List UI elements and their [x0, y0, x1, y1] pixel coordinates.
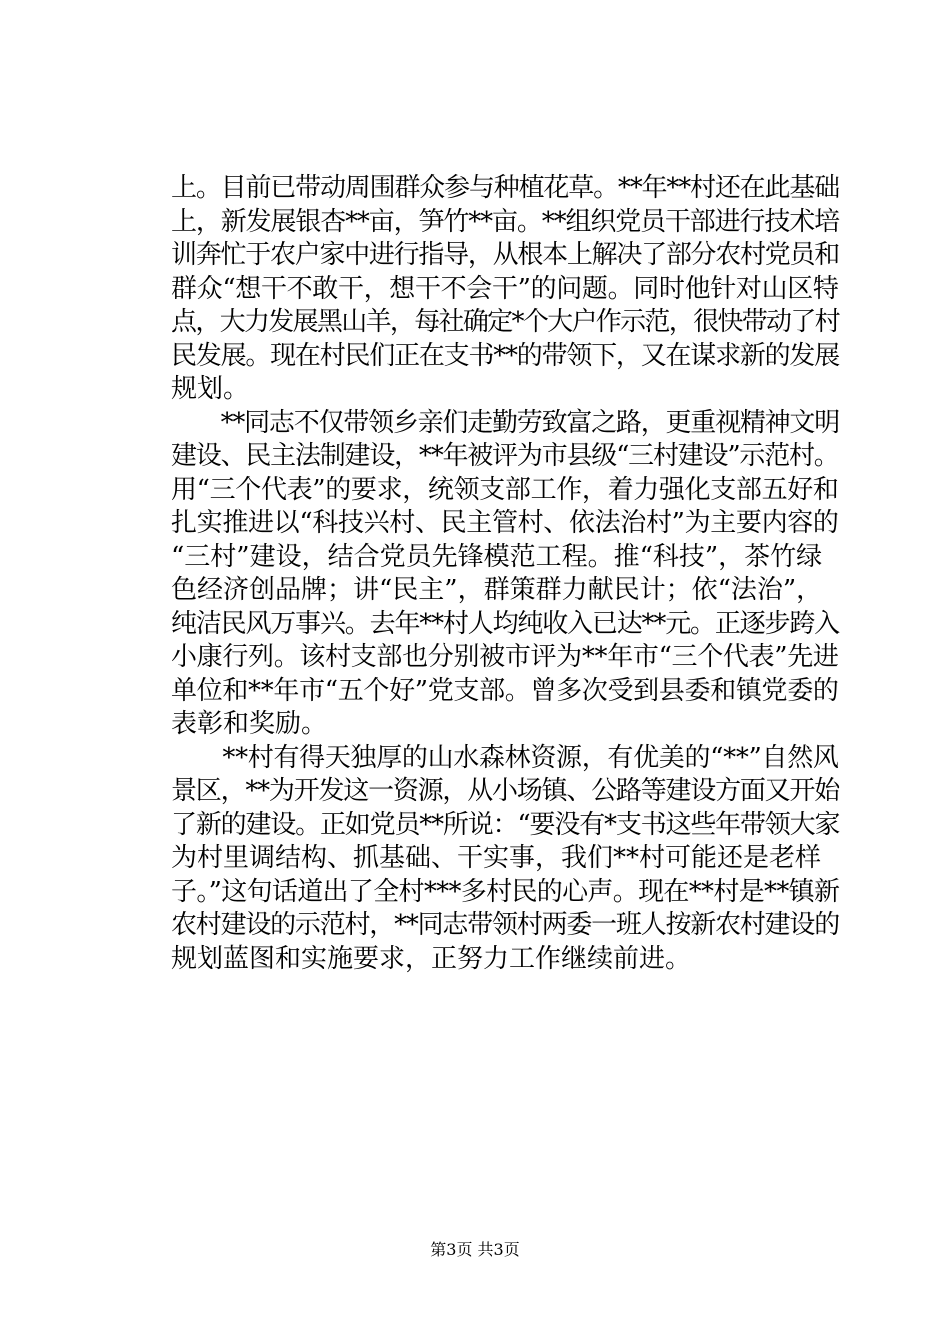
text-line: 了新的建设。正如党员**所说：“要没有*支书这些年带领大家 [171, 809, 840, 840]
text-line: 上。目前已带动周围群众参与种植花草。**年**村还在此基础 [171, 173, 840, 203]
text-line: 建设、民主法制建设，**年被评为市县级“三村建设”示范村。 [171, 441, 839, 471]
text-line: 表彰和奖励。 [171, 709, 328, 739]
text-line: 小康行列。该村支部也分别被市评为**年市“三个代表”先进 [171, 642, 839, 672]
page-footer: 第3页 共3页 [430, 1240, 520, 1259]
text-line: 子。”这句话道出了全村***多村民的心声。现在**村是**镇新 [171, 876, 840, 907]
text-line: 为村里调结构、抓基础、干实事，我们**村可能还是老样 [171, 843, 822, 873]
text-line: 民发展。现在村民们正在支书**的带领下，又在谋求新的发展 [171, 340, 840, 371]
document-body [171, 172, 839, 976]
text-line: **村有得天独厚的山水森林资源，有优美的“**”自然风 [171, 742, 839, 773]
text-line: 农村建设的示范村，**同志带领村两委一班人按新农村建设的 [171, 910, 840, 940]
paragraph [171, 407, 839, 742]
text-line: 训奔忙于农户家中进行指导，从根本上解决了部分农村党员和 [171, 240, 840, 270]
text-line: **同志不仅带领乡亲们走勤劳致富之路，更重视精神文明 [171, 407, 840, 438]
text-line: 色经济创品牌；讲“民主”，群策群力献民计；依“法治”， [171, 575, 823, 605]
paragraph [171, 742, 839, 977]
text-line: “三村”建设，结合党员先锋模范工程。推“科技”，茶竹绿 [171, 541, 823, 572]
text-line: 规划蓝图和实施要求，正努力工作继续前进。 [171, 943, 692, 974]
text-line: 用“三个代表”的要求，统领支部工作，着力强化支部五好和 [171, 474, 839, 505]
text-line: 纯洁民风万事兴。去年**村人均纯收入已达**元。正逐步跨入 [171, 608, 840, 639]
text-line: 规划。 [171, 374, 250, 404]
text-line: 上，新发展银杏**亩，笋竹**亩。**组织党员干部进行技术培 [171, 206, 840, 237]
text-line: 景区，**为开发这一资源，从小场镇、公路等建设方面又开始 [171, 776, 840, 806]
text-line: 点，大力发展黑山羊，每社确定*个大户作示范，很快带动了村 [171, 307, 840, 337]
text-line: 群众“想干不敢干，想干不会干”的问题。同时他针对山区特 [171, 273, 839, 304]
text-line: 单位和**年市“五个好”党支部。曾多次受到县委和镇党委的 [171, 675, 839, 706]
text-line: 扎实推进以“科技兴村、民主管村、依法治村”为主要内容的 [171, 508, 839, 538]
paragraph [171, 172, 839, 407]
